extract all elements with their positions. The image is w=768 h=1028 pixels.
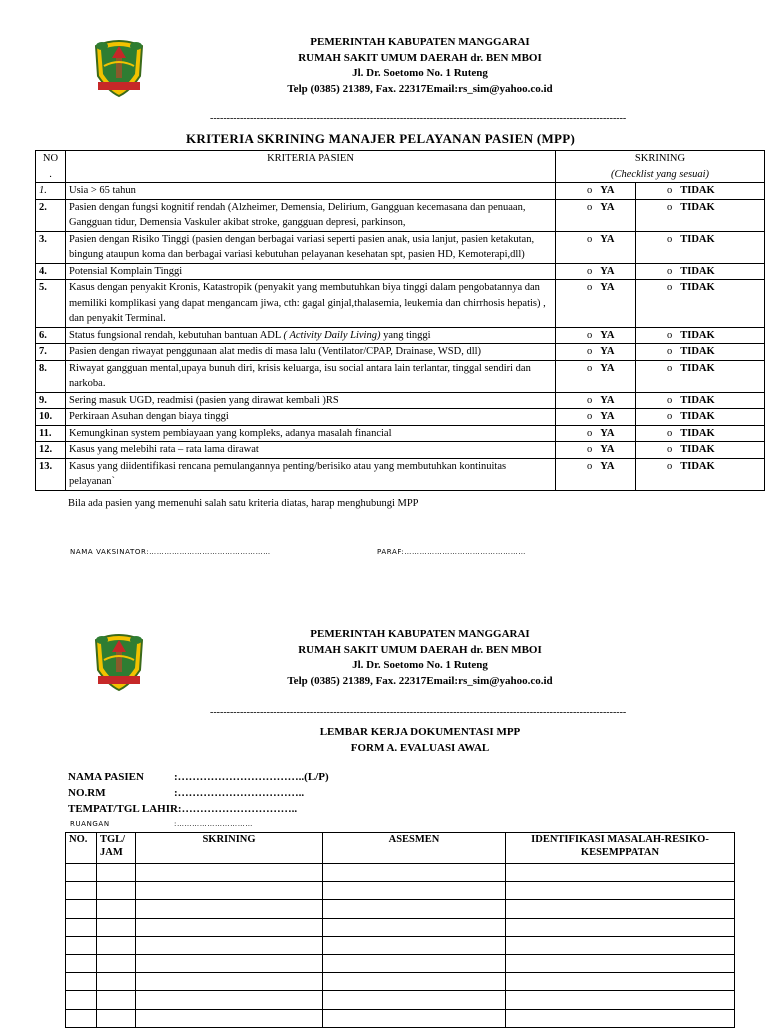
doc-entry-cell[interactable]: [506, 882, 735, 900]
doc-entry-cell[interactable]: [136, 991, 323, 1009]
criteria-no: 9.: [36, 392, 66, 409]
checkbox-circle-icon[interactable]: o: [667, 265, 673, 277]
criteria-text: Pasien dengan riwayat penggunaan alat medis di masa lalu (Ventilator/CPAP, Drainase, WSD, dll): [69, 346, 482, 357]
checkbox-circle-icon[interactable]: o: [667, 346, 673, 357]
doc-entry-row: [66, 864, 735, 882]
criteria-row: [36, 360, 765, 392]
form-title-line2: FORM A. EVALUASI AWAL: [350, 741, 490, 754]
criteria-text: Pasien dengan fungsi kognitif rendah (Alzheimer, Demensia, Delirium, Gangguan kecemasana dan penuaan, Gangguan tidur, Demensia Vaskuler akibat stroke, gangguan depresi, parkinson,: [69, 201, 526, 228]
option-tidak[interactable]: [636, 360, 765, 392]
doc-entry-cell[interactable]: [506, 918, 735, 936]
ruangan-field[interactable]: :…………………………: [174, 820, 253, 828]
doc-entry-cell[interactable]: [97, 954, 136, 972]
option-tidak-label: TIDAK: [680, 460, 715, 472]
criteria-row: [36, 425, 765, 442]
doc-entry-cell[interactable]: [97, 882, 136, 900]
criteria-body: [36, 183, 765, 491]
checkbox-circle-icon[interactable]: o: [587, 233, 593, 245]
checkbox-circle-icon[interactable]: o: [667, 362, 673, 374]
doc-entry-cell[interactable]: [97, 936, 136, 954]
col-skrining-label: SKRINING: [634, 153, 686, 164]
checkbox-circle-icon[interactable]: o: [587, 346, 593, 357]
col-no: NO.: [66, 833, 97, 864]
doc-entry-row: [66, 918, 735, 936]
doc-entry-cell[interactable]: [136, 1009, 323, 1027]
doc-entry-cell[interactable]: [66, 900, 97, 918]
letterhead-address: Jl. Dr. Soetomo No. 1 Ruteng: [352, 659, 488, 671]
col-skrining: SKRINING: [136, 833, 323, 864]
doc-entry-cell[interactable]: [97, 973, 136, 991]
doc-entry-cell[interactable]: [323, 1009, 506, 1027]
criteria-no: 5.: [36, 280, 66, 328]
option-tidak-label: TIDAK: [680, 444, 715, 455]
doc-entry-cell[interactable]: [66, 1009, 97, 1027]
option-ya[interactable]: [556, 360, 636, 392]
doc-entry-cell[interactable]: [97, 991, 136, 1009]
doc-header-row: [66, 833, 735, 864]
paraf-field[interactable]: PARAF:…………………………………………: [377, 548, 526, 556]
doc-entry-cell[interactable]: [136, 900, 323, 918]
criteria-text: Status fungsional rendah, kebutuhan bantuan ADL: [69, 329, 284, 341]
criteria-cell: [66, 458, 556, 490]
option-tidak-label: TIDAK: [680, 201, 715, 213]
doc-entry-cell[interactable]: [136, 954, 323, 972]
doc-entry-cell[interactable]: [323, 900, 506, 918]
option-tidak-label: TIDAK: [680, 185, 715, 196]
checkbox-circle-icon[interactable]: o: [667, 282, 673, 293]
doc-entry-cell[interactable]: [323, 936, 506, 954]
doc-entry-cell[interactable]: [506, 991, 735, 1009]
criteria-text: Kasus yang diidentifikasi rencana pemulangannya penting/berisiko atau yang membutuhkan kontinuitas pelayanan`: [69, 460, 507, 487]
checkbox-circle-icon[interactable]: o: [667, 411, 673, 422]
option-tidak-label: TIDAK: [680, 346, 715, 357]
doc-entry-cell[interactable]: [136, 973, 323, 991]
option-ya-label: YA: [600, 201, 615, 213]
option-ya-label: YA: [600, 233, 615, 245]
criteria-cell: [66, 231, 556, 263]
option-tidak[interactable]: [636, 425, 765, 442]
option-ya[interactable]: [556, 183, 636, 200]
col-kriteria-header: KRITERIA PASIEN: [66, 151, 556, 183]
criteria-row: [36, 392, 765, 409]
option-tidak[interactable]: [636, 458, 765, 490]
option-ya[interactable]: [556, 458, 636, 490]
col-skrining-note: (Checklist yang sesuai): [611, 168, 709, 180]
ruangan-row: [70, 820, 253, 828]
criteria-cell: [66, 327, 556, 344]
col-no-dot: .: [49, 168, 52, 180]
checkbox-circle-icon[interactable]: o: [667, 427, 673, 439]
doc-entry-cell[interactable]: [97, 864, 136, 882]
checkbox-circle-icon[interactable]: o: [667, 394, 673, 406]
option-tidak-label: TIDAK: [680, 394, 715, 406]
criteria-text: Riwayat gangguan mental,upaya bunuh diri, krisis keluarga, isu social antara lain terlantar, tinggal sendiri dan narkoba.: [69, 362, 531, 389]
option-ya[interactable]: [556, 280, 636, 328]
doc-entry-cell[interactable]: [323, 918, 506, 936]
doc-entry-cell[interactable]: [323, 991, 506, 1009]
criteria-text: Usia > 65 tahun: [69, 185, 136, 196]
criteria-no: 2.: [36, 199, 66, 231]
option-tidak[interactable]: [636, 280, 765, 328]
criteria-row: [36, 442, 765, 459]
letterhead-line1: PEMERINTAH KABUPATEN MANGGARAI: [310, 628, 530, 640]
doc-entry-cell[interactable]: [66, 973, 97, 991]
letterhead-divider: -----------------------------------------------------------------------------------------------------------------------------: [210, 113, 627, 124]
doc-entry-cell[interactable]: [506, 864, 735, 882]
criteria-cell: [66, 344, 556, 361]
criteria-text-tail: yang tinggi: [380, 329, 431, 341]
criteria-text: Kasus dengan penyakit Kronis, Katastropik (penyakit yang membutuhkan biya tinggi dalam pengobatannya dan memiliki komplikasi yang dapat mengancam jiwa, cth: gagal ginjal,thalasemia, leukemia dan chirrhosis hepatis) , dan penyakit Terminal.: [69, 282, 546, 324]
nama-pasien-field[interactable]: :……………………………..(L/P): [174, 771, 329, 783]
checkbox-circle-icon[interactable]: o: [587, 394, 593, 406]
option-ya[interactable]: [556, 231, 636, 263]
doc-entry-cell[interactable]: [506, 936, 735, 954]
checkbox-circle-icon[interactable]: o: [587, 282, 593, 293]
doc-entry-row: [66, 954, 735, 972]
option-ya-label: YA: [600, 265, 615, 277]
no-rm-label: NO.RM: [68, 787, 106, 799]
letterhead-address: Jl. Dr. Soetomo No. 1 Ruteng: [352, 67, 488, 79]
checkbox-circle-icon[interactable]: o: [587, 460, 593, 472]
option-tidak[interactable]: [636, 263, 765, 280]
mpp-note: Bila ada pasien yang memenuhi salah satu kriteria diatas, harap menghubungi MPP: [68, 498, 419, 509]
no-rm-field[interactable]: :……………………………..: [174, 787, 305, 799]
criteria-no: 13.: [36, 458, 66, 490]
option-ya[interactable]: [556, 392, 636, 409]
page-title: KRITERIA SKRINING MANAJER PELAYANAN PASIEN (MPP): [186, 131, 576, 146]
no-rm-row: [68, 787, 304, 799]
criteria-row: [36, 280, 765, 328]
checkbox-circle-icon[interactable]: o: [587, 185, 593, 196]
option-tidak[interactable]: [636, 183, 765, 200]
option-tidak[interactable]: [636, 199, 765, 231]
checkbox-circle-icon[interactable]: o: [667, 201, 673, 213]
checkbox-circle-icon[interactable]: o: [667, 460, 673, 472]
documentation-body: [66, 864, 735, 1028]
criteria-header-row: [36, 151, 765, 183]
doc-entry-cell[interactable]: [97, 918, 136, 936]
doc-entry-cell[interactable]: [506, 954, 735, 972]
option-tidak[interactable]: [636, 344, 765, 361]
criteria-no: 1.: [36, 183, 66, 200]
checkbox-circle-icon[interactable]: o: [587, 329, 593, 341]
doc-entry-cell[interactable]: [136, 936, 323, 954]
doc-entry-cell[interactable]: [136, 864, 323, 882]
doc-entry-cell[interactable]: [506, 900, 735, 918]
option-tidak-label: TIDAK: [680, 265, 715, 277]
option-ya-label: YA: [600, 282, 615, 293]
doc-entry-cell[interactable]: [506, 973, 735, 991]
option-ya-label: YA: [600, 346, 615, 357]
checkbox-circle-icon[interactable]: o: [587, 427, 593, 439]
doc-entry-cell[interactable]: [66, 882, 97, 900]
option-tidak[interactable]: [636, 442, 765, 459]
doc-entry-cell[interactable]: [66, 991, 97, 1009]
ruangan-label: RUANGAN: [70, 820, 110, 828]
criteria-table: [35, 150, 765, 491]
form-title: [230, 725, 610, 756]
option-ya-label: YA: [600, 329, 615, 341]
criteria-text: Kasus yang melebihi rata – rata lama dirawat: [69, 444, 259, 455]
checkbox-circle-icon[interactable]: o: [667, 185, 673, 196]
criteria-cell: [66, 425, 556, 442]
criteria-row: [36, 344, 765, 361]
criteria-text: Kemungkinan system pembiayaan yang kompleks, adanya masalah financial: [69, 427, 392, 439]
nama-pasien-row: [68, 771, 329, 783]
option-ya[interactable]: [556, 425, 636, 442]
doc-entry-cell[interactable]: [66, 954, 97, 972]
doc-entry-row: [66, 991, 735, 1009]
option-ya[interactable]: [556, 344, 636, 361]
criteria-cell: [66, 409, 556, 426]
criteria-no: 7.: [36, 344, 66, 361]
letterhead-line2: RUMAH SAKIT UMUM DAERAH dr. BEN MBOI: [298, 51, 542, 64]
option-tidak-label: TIDAK: [680, 362, 715, 374]
criteria-cell: [66, 199, 556, 231]
criteria-cell: [66, 442, 556, 459]
doc-entry-cell[interactable]: [66, 936, 97, 954]
checkbox-circle-icon[interactable]: o: [587, 411, 593, 422]
doc-entry-row: [66, 900, 735, 918]
doc-entry-row: [66, 1009, 735, 1027]
checkbox-circle-icon[interactable]: o: [667, 329, 673, 341]
option-ya-label: YA: [600, 394, 615, 406]
letterhead-line1: PEMERINTAH KABUPATEN MANGGARAI: [310, 36, 530, 48]
option-tidak[interactable]: [636, 327, 765, 344]
letterhead-line2: RUMAH SAKIT UMUM DAERAH dr. BEN MBOI: [298, 643, 542, 656]
letterhead-contact: Telp (0385) 21389, Fax. 22317Email:rs_sim@yahoo.co.id: [287, 674, 553, 687]
doc-entry-cell[interactable]: [323, 864, 506, 882]
doc-entry-cell[interactable]: [136, 882, 323, 900]
criteria-no: 12.: [36, 442, 66, 459]
checkbox-circle-icon[interactable]: o: [667, 444, 673, 455]
criteria-text-italic: ( Activity Daily Living): [283, 329, 381, 341]
criteria-cell: [66, 263, 556, 280]
criteria-cell: [66, 280, 556, 328]
form-title-line1: LEMBAR KERJA DOKUMENTASI MPP: [319, 726, 521, 738]
doc-entry-cell[interactable]: [97, 1009, 136, 1027]
option-ya-label: YA: [600, 411, 615, 422]
option-ya-label: YA: [600, 460, 615, 472]
doc-entry-row: [66, 882, 735, 900]
manggarai-crest-logo-2: [90, 630, 148, 690]
doc-entry-cell[interactable]: [66, 918, 97, 936]
criteria-no: 4.: [36, 263, 66, 280]
criteria-no: 10.: [36, 409, 66, 426]
option-ya[interactable]: [556, 263, 636, 280]
doc-entry-cell[interactable]: [323, 973, 506, 991]
criteria-row: [36, 263, 765, 280]
option-tidak[interactable]: [636, 409, 765, 426]
documentation-table: [65, 832, 735, 1028]
col-identifikasi: IDENTIFIKASI MASALAH-RESIKO-KESEMPPATAN: [506, 833, 735, 864]
checkbox-circle-icon[interactable]: o: [587, 265, 593, 277]
criteria-row: [36, 409, 765, 426]
letterhead-2: [230, 627, 610, 689]
criteria-no: 6.: [36, 327, 66, 344]
option-ya-label: YA: [600, 427, 615, 439]
option-tidak-label: TIDAK: [680, 282, 715, 293]
criteria-no: 8.: [36, 360, 66, 392]
checkbox-circle-icon[interactable]: o: [587, 201, 593, 213]
option-tidak[interactable]: [636, 231, 765, 263]
col-tgl-jam: TGL/ JAM: [97, 833, 136, 864]
option-ya[interactable]: [556, 409, 636, 426]
letterhead-divider-2: -----------------------------------------------------------------------------------------------------------------------------: [210, 707, 627, 718]
criteria-text: Sering masuk UGD, readmisi (pasien yang dirawat kembali )RS: [69, 394, 339, 406]
criteria-text: Pasien dengan Risiko Tinggi (pasien dengan berbagai variasi seperti pasien anak, usia lanjut, pasien ketakutan, bingung ataupun koma dan berbagai variasi kebutuhan pelayanan kesehatan spt, pasien HD, Kemoterapi,dll): [69, 233, 535, 260]
option-tidak-label: TIDAK: [680, 233, 715, 245]
doc-entry-row: [66, 936, 735, 954]
letterhead: [230, 35, 610, 97]
checkbox-circle-icon[interactable]: o: [587, 362, 593, 374]
doc-entry-cell[interactable]: [66, 864, 97, 882]
col-no-header: [36, 151, 66, 183]
manggarai-crest-logo: [90, 36, 148, 96]
checkbox-circle-icon[interactable]: o: [587, 444, 593, 455]
option-tidak-label: TIDAK: [680, 411, 715, 422]
option-tidak[interactable]: [636, 392, 765, 409]
criteria-cell: [66, 360, 556, 392]
criteria-cell: [66, 183, 556, 200]
col-no-label: NO: [42, 153, 59, 164]
doc-entry-row: [66, 973, 735, 991]
option-tidak-label: TIDAK: [680, 329, 715, 341]
criteria-cell: [66, 392, 556, 409]
option-tidak-label: TIDAK: [680, 427, 715, 439]
criteria-text: Potensial Komplain Tinggi: [69, 265, 183, 277]
criteria-row: [36, 458, 765, 490]
option-ya-label: YA: [600, 185, 615, 196]
letterhead-contact: Telp (0385) 21389, Fax. 22317Email:rs_sim@yahoo.co.id: [287, 82, 553, 95]
col-skrining-header: [556, 151, 765, 183]
doc-entry-cell[interactable]: [97, 900, 136, 918]
option-ya[interactable]: [556, 442, 636, 459]
option-ya-label: YA: [600, 362, 615, 374]
criteria-no: 3.: [36, 231, 66, 263]
criteria-row: [36, 327, 765, 344]
criteria-row: [36, 199, 765, 231]
checkbox-circle-icon[interactable]: o: [667, 233, 673, 245]
col-asesmen: ASESMEN: [323, 833, 506, 864]
doc-entry-cell[interactable]: [506, 1009, 735, 1027]
criteria-text: Perkiraan Asuhan dengan biaya tinggi: [69, 411, 229, 422]
option-ya-label: YA: [600, 444, 615, 455]
doc-entry-cell[interactable]: [323, 954, 506, 972]
criteria-row: [36, 183, 765, 200]
option-ya[interactable]: [556, 327, 636, 344]
doc-entry-cell[interactable]: [323, 882, 506, 900]
vaksinator-signature-field[interactable]: NAMA VAKSINATOR:…………………………………………: [70, 548, 271, 556]
criteria-no: 11.: [36, 425, 66, 442]
criteria-row: [36, 231, 765, 263]
option-ya[interactable]: [556, 199, 636, 231]
doc-entry-cell[interactable]: [136, 918, 323, 936]
nama-pasien-label: NAMA PASIEN: [68, 771, 144, 783]
ttl-field[interactable]: TEMPAT/TGL LAHIR:…………………………..: [68, 803, 298, 815]
